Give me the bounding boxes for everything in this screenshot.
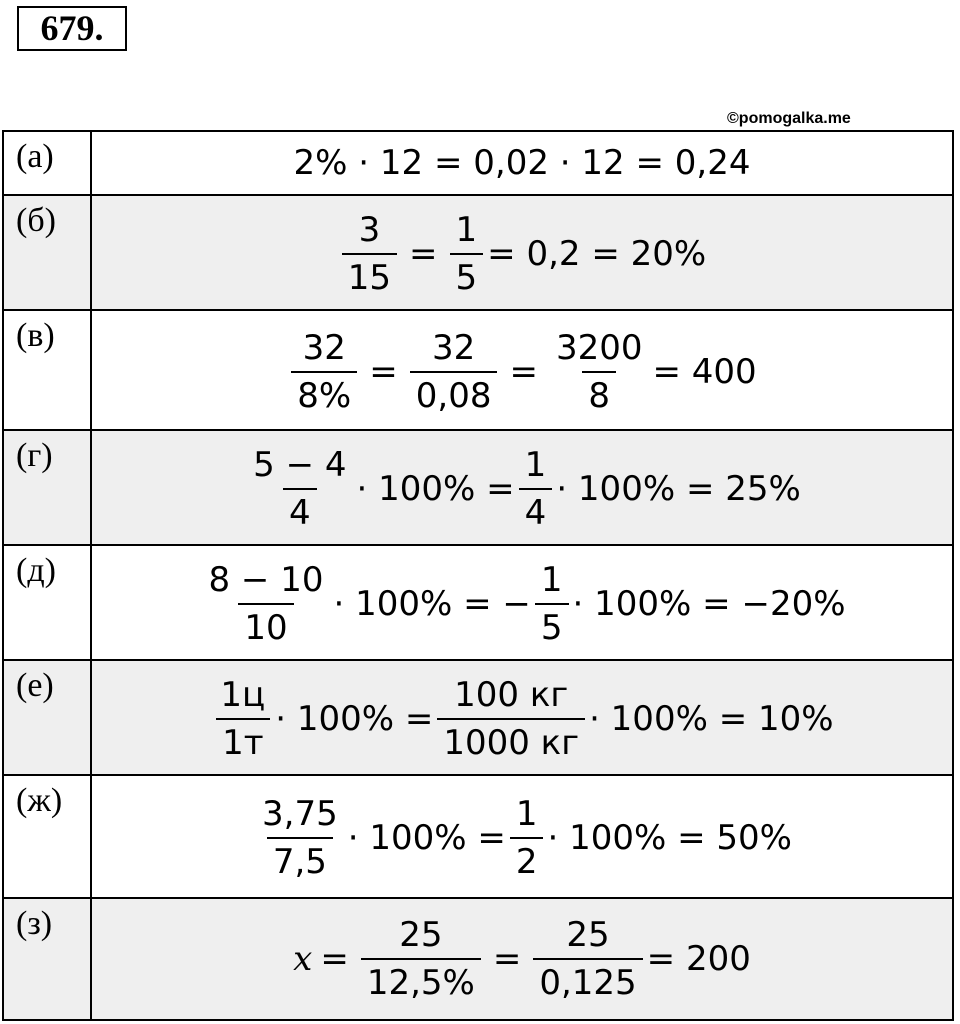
problem-number: 679. <box>17 6 127 51</box>
expr-text: · 100% = 50% <box>547 818 792 858</box>
row-label: (з) <box>3 898 91 1020</box>
fraction: $\frac{25}{12,5\%}$ <box>361 918 481 1000</box>
row-label: (б) <box>3 195 91 310</box>
fraction: $\frac{3200}{8}$ <box>555 327 643 416</box>
expression-e <box>91 660 953 775</box>
solution-table <box>2 130 954 1021</box>
expression-b: $\frac{3}{15}$ = $\frac{1}{5}$ = 0,2 = 20% <box>91 195 953 310</box>
fraction: $\frac{32}{8\%}$ <box>291 331 357 413</box>
row-label: (а) <box>3 131 91 195</box>
fraction: $\frac{8 - 10}{10}$ <box>208 560 324 648</box>
row-label: (г) <box>3 430 91 545</box>
expr-text: 2% · 12 = 0,02 · 12 = 0,24 <box>293 143 751 183</box>
fraction: $\frac{1ц}{1т}$ <box>214 678 271 760</box>
expression-v: $\frac{32}{8\%}$ = $\frac{32}{0,08}$ = $\frac{3200}{8}$ = 400 <box>91 310 953 430</box>
expr-text: · 100% = −20% <box>572 584 846 624</box>
row-e <box>3 660 953 775</box>
row-zh <box>3 775 953 898</box>
expr-text: = 400 <box>652 351 757 392</box>
expr-text: · 100% = − <box>333 584 531 624</box>
row-a <box>3 131 953 195</box>
row-d <box>3 545 953 660</box>
expr-text: = 200 <box>646 939 751 979</box>
expr-text: · 100% = <box>275 699 434 739</box>
fraction: $\frac{32}{0,08}$ <box>410 331 498 413</box>
variable-x: x <box>293 939 313 979</box>
row-label: (е) <box>3 660 91 775</box>
row-b <box>3 195 953 310</box>
expr-text: = 0,2 = 20% <box>487 234 707 274</box>
fraction: $\frac{100 кг}{1000 кг}$ <box>437 678 585 760</box>
row-g <box>3 430 953 545</box>
fraction: $\frac{25}{0,125}$ <box>533 918 642 1000</box>
expr-text: · 100% = <box>347 818 506 858</box>
row-label: (ж) <box>3 775 91 898</box>
fraction: $\frac{1}{5}$ <box>450 213 484 295</box>
expression-a <box>91 131 953 195</box>
row-v <box>3 310 953 430</box>
expression-g <box>91 430 953 545</box>
expression-d <box>91 545 953 660</box>
fraction: $\frac{1}{5}$ <box>535 563 569 645</box>
watermark: ©pomogalka.me <box>727 110 851 127</box>
row-label: (в) <box>3 310 91 430</box>
fraction: $\frac{3}{15}$ <box>342 213 397 295</box>
expr-text: · 100% = 10% <box>589 699 834 739</box>
row-z <box>3 898 953 1020</box>
row-label: (д) <box>3 545 91 660</box>
expression-z: x = $\frac{25}{12,5\%}$ = $\frac{25}{0,125}$ = 200 <box>91 898 953 1020</box>
expression-zh <box>91 775 953 898</box>
fraction: $\frac{1}{4}$ <box>519 448 553 530</box>
fraction: $\frac{1}{2}$ <box>510 797 544 879</box>
fraction: $\frac{5 - 4}{4}$ <box>253 445 347 533</box>
expr-text: · 100% = <box>356 469 515 509</box>
expr-text: · 100% = 25% <box>556 469 801 509</box>
fraction: $\frac{3,75}{7,5}$ <box>262 794 338 882</box>
